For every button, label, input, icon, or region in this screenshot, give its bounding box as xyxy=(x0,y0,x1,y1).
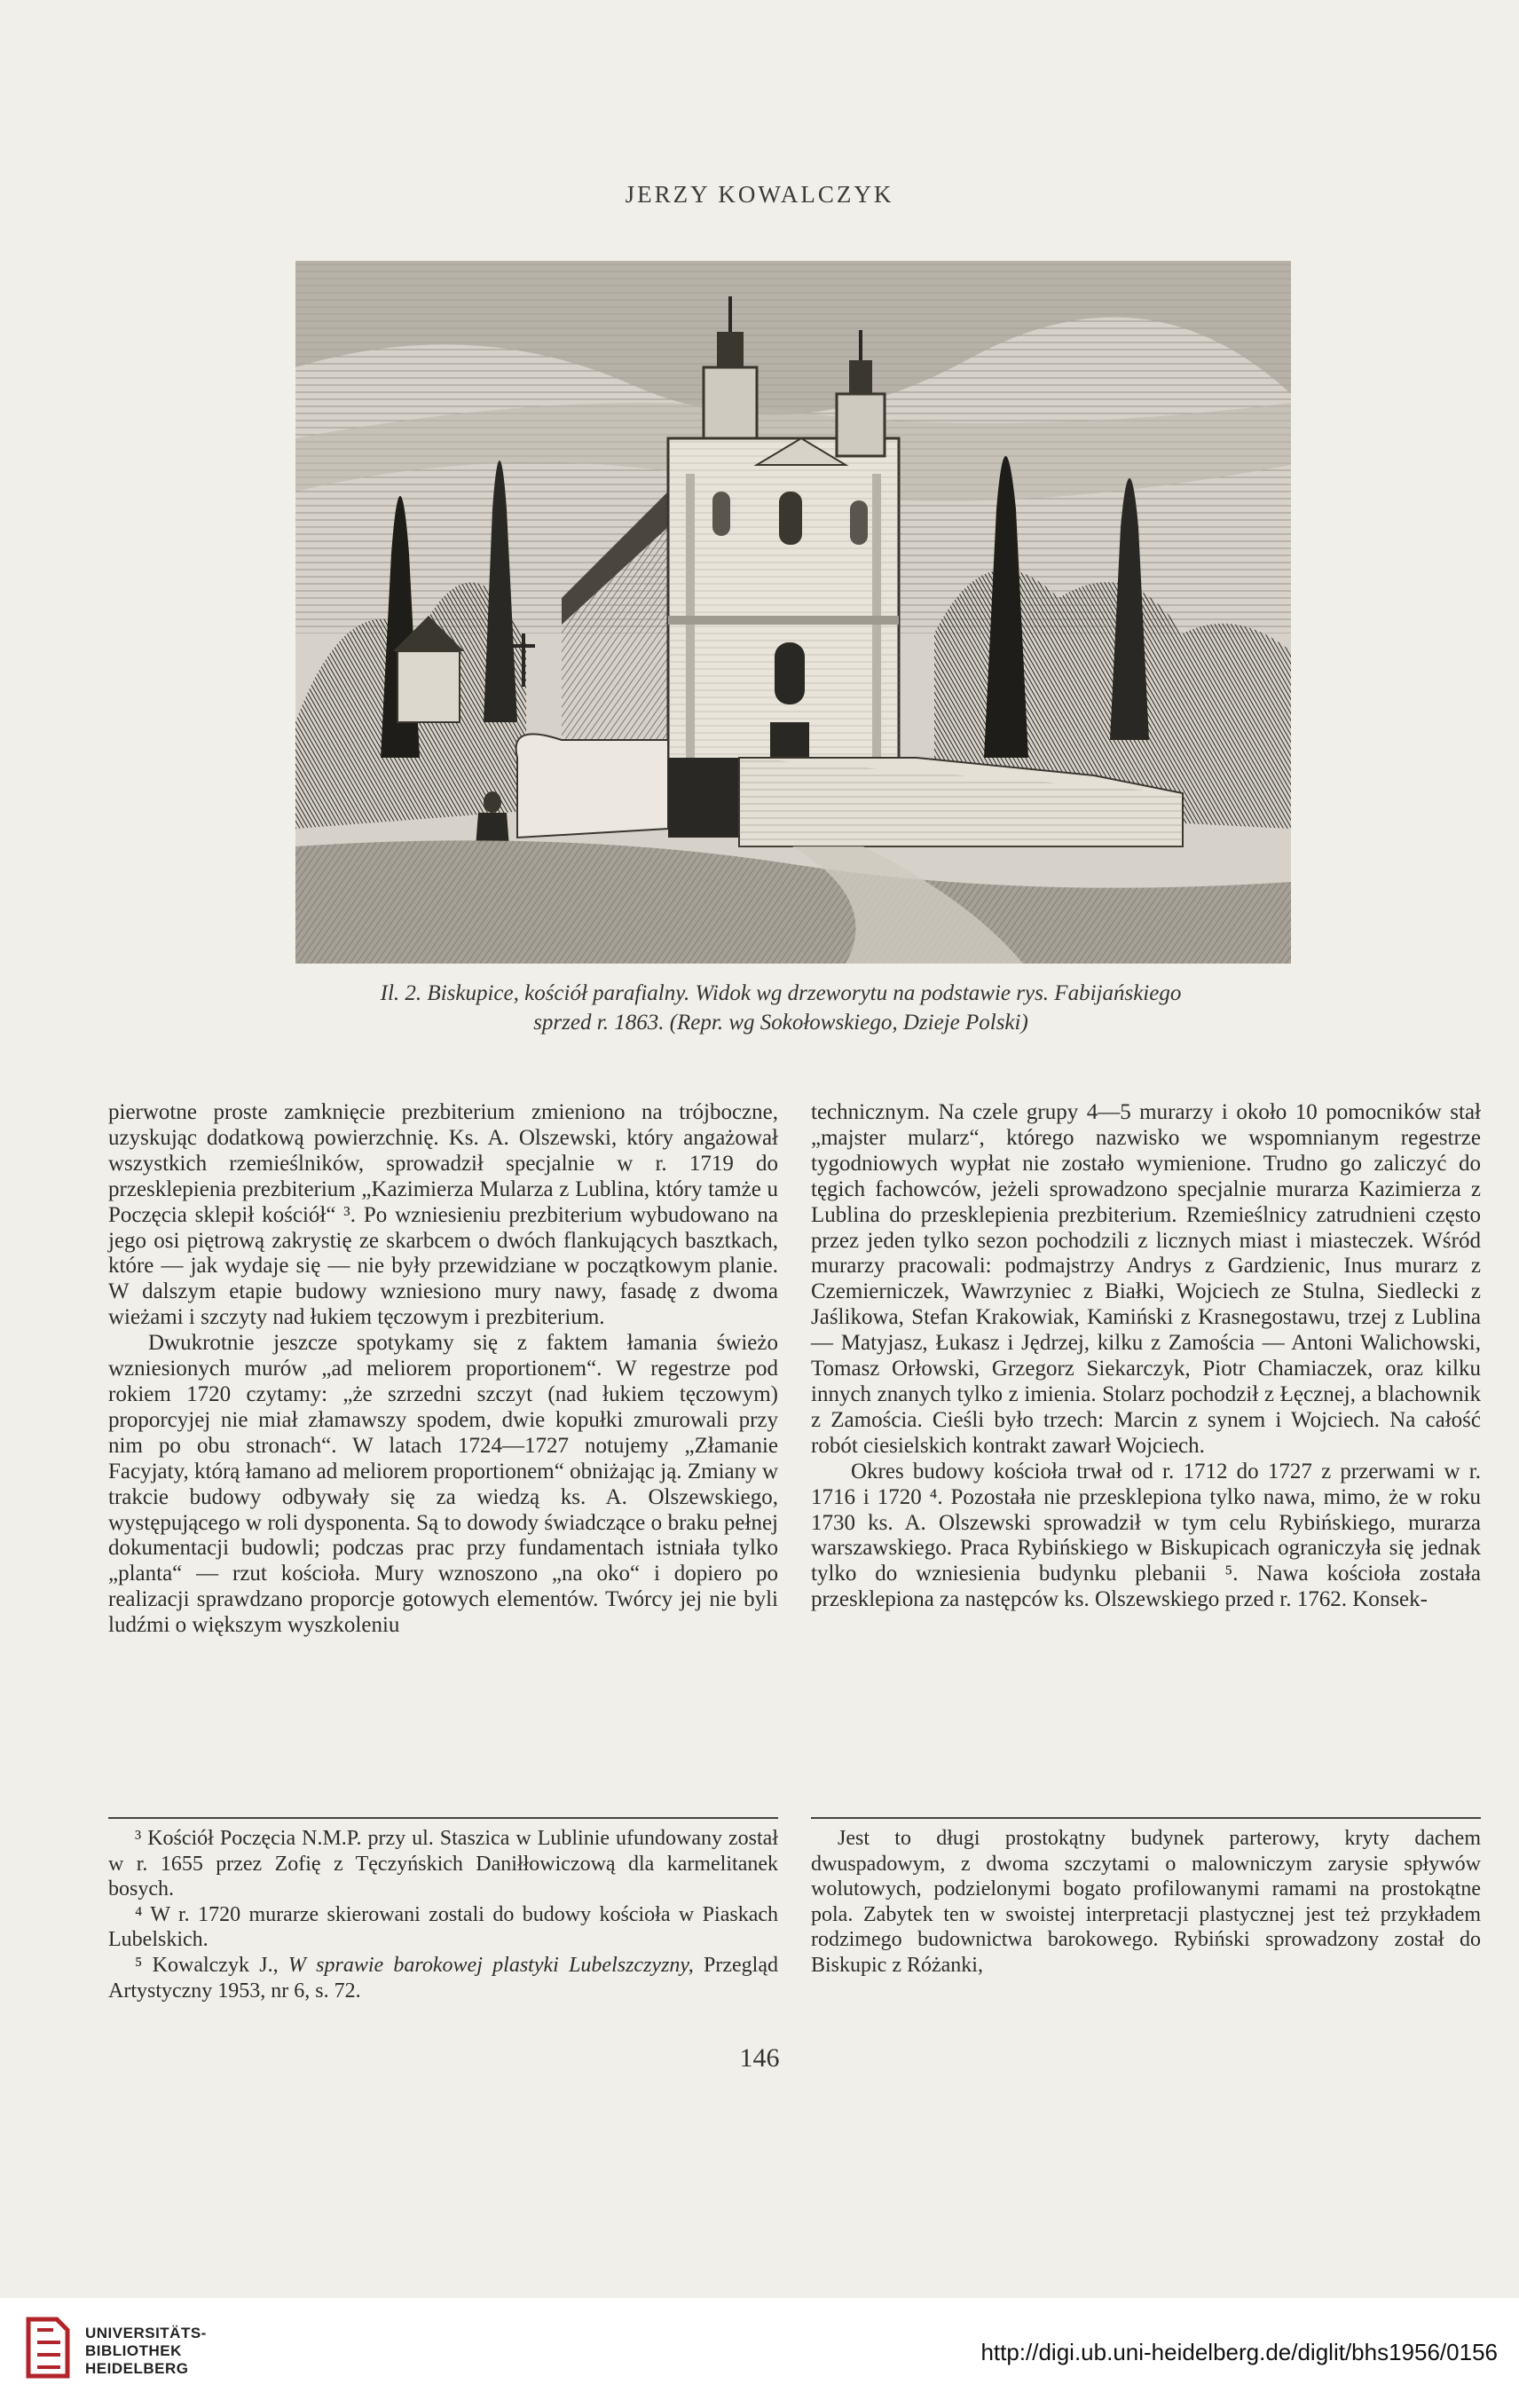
running-head: JERZY KOWALCZYK xyxy=(625,181,894,208)
library-name-line-3: HEIDELBERG xyxy=(85,2360,189,2377)
footnote-5-suffix: Przegląd Artystyczny 1953, nr 6, s. 72. xyxy=(108,1953,778,2003)
paragraph: Okres budowy kościoła trwał od r. 1712 do 1727 z przerwami w r. 1716 i 1720 ⁴. Pozostała nie przesklepiona tylko nawa, mimo, że w roku 1730 ks. A. Olszewski sprowadził w tym celu Rybińskiego, murarza warszawskiego. Praca Rybińskiego w Biskupicach ograniczyła się jednak tylko do wzniesienia budynku plebanii ⁵. Nawa kościoła została przesklepiona za następców ks. Olszewskiego przed r. 1762. Konsek- xyxy=(811,1459,1481,1612)
body-column-right xyxy=(811,1100,1481,1613)
footnote-continuation: Jest to długi prostokątny budynek parterowy, kryty dachem dwuspadowym, z dwoma szczytami o malowniczym zarysie spływów wolutowych, podzielonymi bogato profilowanymi ramami na prostokątne pola. Zabytek ten w swoistej interpretacji plastycznej jest też przykładem rodzimego budownictwa barokowego. Rybiński sprowadzony został do Biskupic z Różanki, xyxy=(811,1827,1481,1977)
church-woodcut-illustration xyxy=(295,261,1291,964)
paragraph: pierwotne proste zamknięcie prezbiterium zmieniono na trójboczne, uzyskując dodatkową powierzchnię. Ks. A. Olszewski, który angażował wszystkich rzemieślników, sprowadził specjalnie w r. 1719 do przesklepienia prezbiterium „Kazimierza Mularza z Lublina, który tamże u Poczęcia sklepił kościół“ ³. Po wzniesieniu prezbiterium wybudowano na jego osi piętrową zakrystię ze skarbcem o dwóch flankujących basztkach, które — jak wydaje się — nie były przewidziane w początkowym planie. W dalszym etapie budowy wzniesiono mury nawy, fasadę z dwoma wieżami i szczyty nad łukiem tęczowym i prezbiterium. xyxy=(108,1100,778,1330)
source-url-link[interactable]: http://digi.ub.uni-heidelberg.de/diglit/bhs1956/0156 xyxy=(980,2339,1498,2365)
library-logo-icon xyxy=(21,2312,75,2383)
footnote-5-title: W sprawie barokowej plastyki Lubelszczyzny, xyxy=(287,1953,694,1977)
footnote-rule-right xyxy=(811,1817,1481,1819)
figure-caption-line-1: Il. 2. Biskupice, kościół parafialny. Widok wg drzeworytu na podstawie rys. Fabijańskiego xyxy=(380,981,1182,1005)
footnote-5 xyxy=(108,1953,778,2003)
footnote-4: ⁴ W r. 1720 murarze skierowani zostali do budowy kościoła w Piaskach Lubelskich. xyxy=(108,1902,778,1952)
library-name-line-1: UNIVERSITÄTS- xyxy=(85,2325,207,2341)
library-name-line-2: BIBLIOTHEK xyxy=(85,2342,182,2359)
figure-caption xyxy=(204,979,1358,1037)
library-name xyxy=(85,2325,207,2378)
footnote-3: ³ Kościół Poczęcia N.M.P. przy ul. Staszica w Lublinie ufundowany został w r. 1655 przez Zofię z Tęczyńskich Daniłłowiczową dla karmelitanek bosych. xyxy=(108,1827,778,1901)
footnote-rule-left xyxy=(108,1817,778,1819)
figure-caption-line-2: sprzed r. 1863. (Repr. wg Sokołowskiego, Dzieje Polski) xyxy=(533,1011,1028,1035)
footnote-5-prefix: ⁵ Kowalczyk J., xyxy=(135,1953,288,1977)
body-column-left xyxy=(108,1100,778,1639)
page-number: 146 xyxy=(739,2043,780,2073)
paragraph: technicznym. Na czele grupy 4—5 murarzy i około 10 pomocników stał „majster mularz“, którego nazwisko we wspomnianym regestrze tygodniowych wypłat nie zostało wymienione. Trudno go zaliczyć do tęgich fachowców, jeżeli sprowadzono specjalnie murarza Kazimierza z Lublina do przesklepienia prezbiterium. Rzemieślnicy zatrudnieni często przez jeden tylko sezon pochodzili z licznych miast i miasteczek. Wśród murarzy pracowali: podmajstrzy Andrys z Gardzienic, Inus murarz z Czemierniczek, Wawrzyniec z Białki, Wojciech ze Stulna, Siedlecki z Jaślikowa, Stefan Krakowiak, Kamiński z Krasnegostawu, trzej z Lublina — Matyjasz, Łukasz i Jędrzej, kilku z Zamościa — Antoni Walichowski, Tomasz Orłowski, Grzegorz Siekarczyk, Piotr Chamiaczek, oraz kilku innych znanych tylko z imienia. Stolarz pochodził z Łęcznej, a blachownik z Zamościa. Cieśli było trzech: Marcin z synem i Wojciech. Na całość robót ciesielskich kontrakt zawarł Wojciech. xyxy=(811,1100,1481,1458)
woodcut-drawing xyxy=(295,261,1291,964)
footnotes-left xyxy=(108,1826,778,2003)
paragraph: Dwukrotnie jeszcze spotykamy się z faktem łamania świeżo wzniesionych murów „ad meliorem proportionem“. W regestrze pod rokiem 1720 czytamy: „że szrzedni szczyt (nad łukiem tęczowym) proporcyjej nie miał złamawszy spodem, dwie kopułki zmurowali przy nim po obu stronach“. W latach 1724—1727 notujemy „Złamanie Facyjaty, którą łamano ad meliorem proportionem“ obniżając ją. Zmiany w trakcie budowy odbywały się za wiedzą ks. A. Olszewskiego, występującego w roli dysponenta. Są to dowody świadczące o braku pełnej dokumentacji budowli; podczas prac przy fundamentach istniała tylko „planta“ — rzut kościoła. Mury wznoszono „na oko“ i dopiero po realizacji sprawdzano proporcje gotowych elementów. Twórcy jej nie byli ludźmi o większym wyszkoleniu xyxy=(108,1331,778,1638)
footnotes-right xyxy=(811,1826,1481,1979)
